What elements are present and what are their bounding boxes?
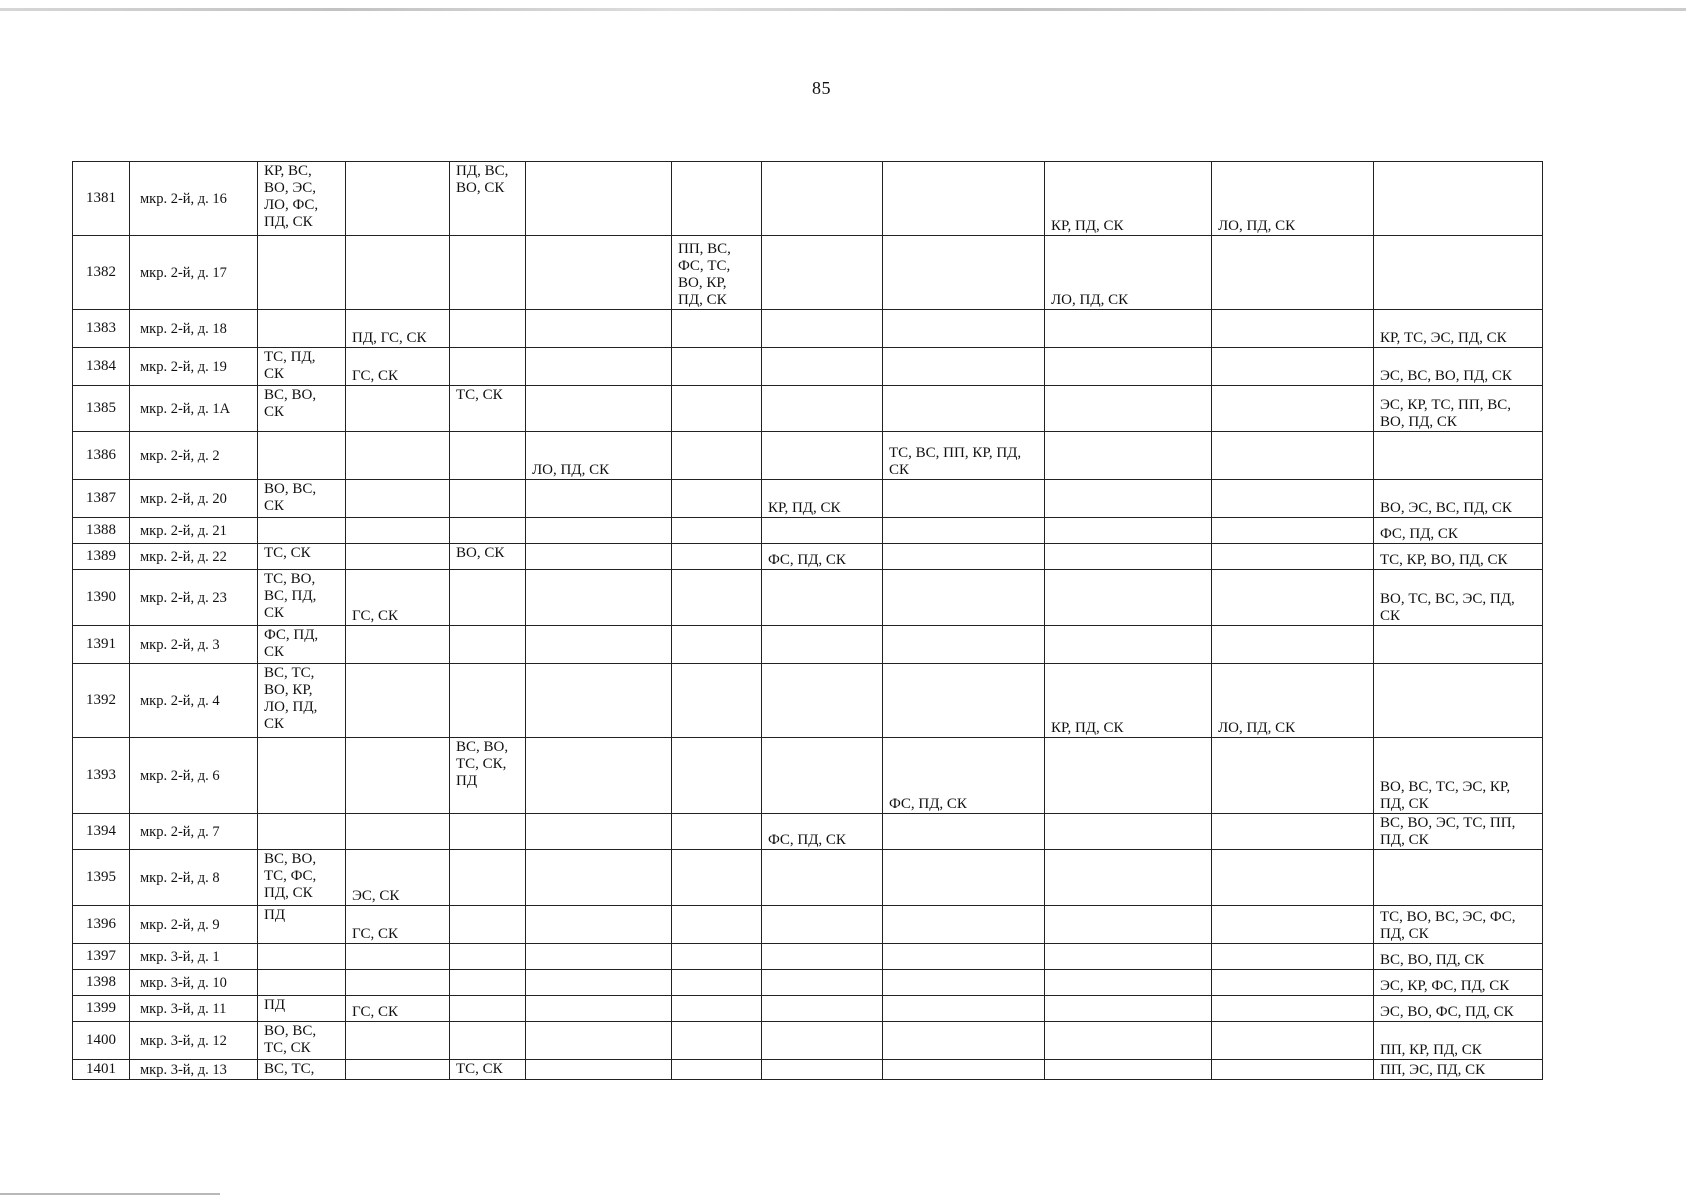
work-codes-cell: [526, 626, 672, 664]
work-codes-cell: [1212, 570, 1374, 626]
row-number: 1390: [73, 570, 130, 626]
register-table: [72, 161, 1543, 1080]
table-row: [73, 310, 1543, 348]
work-codes-cell: [883, 480, 1045, 518]
address-cell: мкр. 3-й, д. 11: [130, 996, 258, 1022]
row-number: 1399: [73, 996, 130, 1022]
work-codes-cell: [762, 162, 883, 236]
work-codes-cell: ПП, ЭС, ПД, СК: [1374, 1060, 1543, 1080]
work-codes-cell: [526, 944, 672, 970]
work-codes-cell: ВС, ТС, ВО, КР, ЛО, ПД, СК: [258, 664, 346, 738]
work-codes-cell: [450, 310, 526, 348]
work-codes-cell: [526, 1060, 672, 1080]
address-cell: мкр. 2-й, д. 6: [130, 738, 258, 814]
row-number: 1389: [73, 544, 130, 570]
table-row: [73, 480, 1543, 518]
work-codes-cell: [526, 970, 672, 996]
work-codes-cell: [526, 518, 672, 544]
work-codes-cell: [346, 162, 450, 236]
work-codes-cell: [1374, 626, 1543, 664]
work-codes-cell: [883, 1022, 1045, 1060]
table-row: [73, 162, 1543, 236]
work-codes-cell: [762, 518, 883, 544]
work-codes-cell: [1212, 236, 1374, 310]
work-codes-cell: [762, 738, 883, 814]
work-codes-cell: [883, 996, 1045, 1022]
address-cell: мкр. 2-й, д. 1А: [130, 386, 258, 432]
row-number: 1387: [73, 480, 130, 518]
work-codes-cell: [1212, 626, 1374, 664]
work-codes-cell: [526, 544, 672, 570]
work-codes-cell: [258, 738, 346, 814]
work-codes-cell: [762, 386, 883, 432]
work-codes-cell: [883, 570, 1045, 626]
work-codes-cell: [1045, 432, 1212, 480]
work-codes-cell: [762, 432, 883, 480]
work-codes-cell: ВО, ТС, ВС, ЭС, ПД, СК: [1374, 570, 1543, 626]
work-codes-cell: [1045, 544, 1212, 570]
work-codes-cell: [450, 626, 526, 664]
row-number: 1398: [73, 970, 130, 996]
work-codes-cell: [672, 850, 762, 906]
work-codes-cell: [762, 1022, 883, 1060]
work-codes-cell: [672, 432, 762, 480]
work-codes-cell: [526, 162, 672, 236]
work-codes-cell: [526, 906, 672, 944]
work-codes-cell: [346, 970, 450, 996]
work-codes-cell: [450, 996, 526, 1022]
work-codes-cell: [1045, 570, 1212, 626]
work-codes-cell: [346, 386, 450, 432]
work-codes-cell: КР, ПД, СК: [1045, 664, 1212, 738]
work-codes-cell: [883, 944, 1045, 970]
work-codes-cell: [526, 570, 672, 626]
scan-edge-bottom: [0, 1193, 220, 1195]
work-codes-cell: [1045, 480, 1212, 518]
work-codes-cell: [450, 236, 526, 310]
work-codes-cell: ПД: [258, 906, 346, 944]
row-number: 1393: [73, 738, 130, 814]
work-codes-cell: ВС, ТС,: [258, 1060, 346, 1080]
work-codes-cell: [672, 738, 762, 814]
address-cell: мкр. 2-й, д. 4: [130, 664, 258, 738]
work-codes-cell: [1045, 386, 1212, 432]
work-codes-cell: ПД: [258, 996, 346, 1022]
row-number: 1383: [73, 310, 130, 348]
work-codes-cell: [346, 432, 450, 480]
work-codes-cell: [526, 348, 672, 386]
work-codes-cell: [883, 162, 1045, 236]
work-codes-cell: ЛО, ПД, СК: [526, 432, 672, 480]
address-cell: мкр. 2-й, д. 8: [130, 850, 258, 906]
work-codes-cell: [1212, 1060, 1374, 1080]
work-codes-cell: [526, 1022, 672, 1060]
row-number: 1382: [73, 236, 130, 310]
page-number: 85: [812, 78, 831, 98]
work-codes-cell: [258, 310, 346, 348]
work-codes-cell: [672, 626, 762, 664]
work-codes-cell: [883, 544, 1045, 570]
table-row: [73, 518, 1543, 544]
work-codes-cell: [526, 386, 672, 432]
work-codes-cell: [258, 814, 346, 850]
work-codes-cell: [672, 814, 762, 850]
table-row: [73, 996, 1543, 1022]
row-number: 1400: [73, 1022, 130, 1060]
work-codes-cell: [1374, 432, 1543, 480]
work-codes-cell: [346, 738, 450, 814]
table-row: [73, 432, 1543, 480]
work-codes-cell: ТС, ВС, ПП, КР, ПД, СК: [883, 432, 1045, 480]
work-codes-cell: [762, 348, 883, 386]
work-codes-cell: [526, 850, 672, 906]
table-row: [73, 544, 1543, 570]
address-cell: мкр. 2-й, д. 17: [130, 236, 258, 310]
work-codes-cell: [526, 814, 672, 850]
table-row: [73, 1060, 1543, 1080]
work-codes-cell: ПП, ВС, ФС, ТС, ВО, КР, ПД, СК: [672, 236, 762, 310]
work-codes-cell: [450, 348, 526, 386]
work-codes-cell: [672, 1022, 762, 1060]
work-codes-cell: [883, 236, 1045, 310]
work-codes-cell: [672, 944, 762, 970]
work-codes-cell: ЛО, ПД, СК: [1212, 162, 1374, 236]
work-codes-cell: [883, 310, 1045, 348]
row-number: 1381: [73, 162, 130, 236]
work-codes-cell: КР, ТС, ЭС, ПД, СК: [1374, 310, 1543, 348]
table-row: [73, 664, 1543, 738]
address-cell: мкр. 2-й, д. 23: [130, 570, 258, 626]
address-cell: мкр. 2-й, д. 20: [130, 480, 258, 518]
work-codes-cell: [526, 236, 672, 310]
work-codes-cell: [1212, 850, 1374, 906]
address-cell: мкр. 3-й, д. 10: [130, 970, 258, 996]
work-codes-cell: ФС, ПД, СК: [258, 626, 346, 664]
work-codes-cell: [346, 664, 450, 738]
work-codes-cell: [450, 944, 526, 970]
work-codes-cell: [450, 570, 526, 626]
work-codes-cell: [672, 162, 762, 236]
work-codes-cell: [1212, 944, 1374, 970]
work-codes-cell: [762, 944, 883, 970]
work-codes-cell: [762, 626, 883, 664]
work-codes-cell: [1212, 310, 1374, 348]
row-number: 1385: [73, 386, 130, 432]
work-codes-cell: [1374, 236, 1543, 310]
work-codes-cell: ВС, ВО, СК: [258, 386, 346, 432]
work-codes-cell: [672, 906, 762, 944]
work-codes-cell: [1045, 310, 1212, 348]
work-codes-cell: [1374, 162, 1543, 236]
work-codes-cell: КР, ПД, СК: [1045, 162, 1212, 236]
work-codes-cell: [258, 518, 346, 544]
work-codes-cell: [883, 814, 1045, 850]
address-cell: мкр. 3-й, д. 13: [130, 1060, 258, 1080]
row-number: 1391: [73, 626, 130, 664]
work-codes-cell: [450, 814, 526, 850]
work-codes-cell: ФС, ПД, СК: [1374, 518, 1543, 544]
work-codes-cell: ЛО, ПД, СК: [1045, 236, 1212, 310]
work-codes-cell: [1045, 348, 1212, 386]
table-row: [73, 570, 1543, 626]
address-cell: мкр. 3-й, д. 1: [130, 944, 258, 970]
work-codes-cell: [1045, 814, 1212, 850]
work-codes-cell: [762, 970, 883, 996]
work-codes-cell: КР, ПД, СК: [762, 480, 883, 518]
work-codes-cell: [346, 1022, 450, 1060]
work-codes-cell: [883, 970, 1045, 996]
work-codes-cell: [883, 626, 1045, 664]
row-number: 1395: [73, 850, 130, 906]
work-codes-cell: [762, 310, 883, 348]
work-codes-cell: [883, 1060, 1045, 1080]
work-codes-cell: [1045, 1060, 1212, 1080]
work-codes-cell: [1212, 814, 1374, 850]
work-codes-cell: ГС, СК: [346, 570, 450, 626]
work-codes-cell: [526, 996, 672, 1022]
row-number: 1397: [73, 944, 130, 970]
work-codes-cell: [450, 480, 526, 518]
work-codes-cell: [672, 570, 762, 626]
work-codes-cell: [1374, 664, 1543, 738]
work-codes-cell: [762, 850, 883, 906]
work-codes-cell: ТС, СК: [450, 386, 526, 432]
work-codes-cell: [346, 814, 450, 850]
work-codes-cell: ВО, ВС, ТС, ЭС, КР, ПД, СК: [1374, 738, 1543, 814]
work-codes-cell: ТС, ПД, СК: [258, 348, 346, 386]
work-codes-cell: [1045, 970, 1212, 996]
work-codes-cell: ГС, СК: [346, 348, 450, 386]
work-codes-cell: [1212, 348, 1374, 386]
work-codes-cell: ФС, ПД, СК: [762, 544, 883, 570]
work-codes-cell: ЭС, КР, ФС, ПД, СК: [1374, 970, 1543, 996]
work-codes-cell: ГС, СК: [346, 906, 450, 944]
work-codes-cell: [450, 1022, 526, 1060]
work-codes-cell: [1045, 906, 1212, 944]
work-codes-cell: [346, 626, 450, 664]
table-body: [73, 162, 1543, 1080]
work-codes-cell: [672, 348, 762, 386]
work-codes-cell: [1045, 626, 1212, 664]
work-codes-cell: [1212, 996, 1374, 1022]
work-codes-cell: [1212, 518, 1374, 544]
table-row: [73, 906, 1543, 944]
work-codes-cell: ВО, ВС, СК: [258, 480, 346, 518]
work-codes-cell: ВС, ВО, ЭС, ТС, ПП, ПД, СК: [1374, 814, 1543, 850]
work-codes-cell: [450, 518, 526, 544]
address-cell: мкр. 2-й, д. 22: [130, 544, 258, 570]
work-codes-cell: ПД, ГС, СК: [346, 310, 450, 348]
work-codes-cell: [450, 850, 526, 906]
table-row: [73, 1022, 1543, 1060]
work-codes-cell: [346, 544, 450, 570]
work-codes-cell: [672, 664, 762, 738]
work-codes-cell: [1045, 1022, 1212, 1060]
work-codes-cell: [1045, 518, 1212, 544]
work-codes-cell: ТС, ВО, ВС, ЭС, ФС, ПД, СК: [1374, 906, 1543, 944]
work-codes-cell: ВС, ВО, ТС, СК, ПД: [450, 738, 526, 814]
work-codes-cell: ВО, СК: [450, 544, 526, 570]
work-codes-cell: [883, 348, 1045, 386]
work-codes-cell: [1045, 850, 1212, 906]
address-cell: мкр. 2-й, д. 18: [130, 310, 258, 348]
address-cell: мкр. 3-й, д. 12: [130, 1022, 258, 1060]
table-row: [73, 348, 1543, 386]
work-codes-cell: [346, 1060, 450, 1080]
work-codes-cell: [762, 1060, 883, 1080]
work-codes-cell: [883, 906, 1045, 944]
work-codes-cell: ФС, ПД, СК: [762, 814, 883, 850]
work-codes-cell: [450, 664, 526, 738]
work-codes-cell: [762, 906, 883, 944]
work-codes-cell: [346, 518, 450, 544]
work-codes-cell: [450, 906, 526, 944]
work-codes-cell: ВО, ВС, ТС, СК: [258, 1022, 346, 1060]
work-codes-cell: ЛО, ПД, СК: [1212, 664, 1374, 738]
work-codes-cell: ВС, ВО, ТС, ФС, ПД, СК: [258, 850, 346, 906]
work-codes-cell: [1212, 1022, 1374, 1060]
scan-edge-top: [0, 8, 1686, 11]
work-codes-cell: ЭС, ВС, ВО, ПД, СК: [1374, 348, 1543, 386]
row-number: 1401: [73, 1060, 130, 1080]
work-codes-cell: [1212, 480, 1374, 518]
work-codes-cell: [1045, 738, 1212, 814]
table-row: [73, 738, 1543, 814]
address-cell: мкр. 2-й, д. 9: [130, 906, 258, 944]
work-codes-cell: [1374, 850, 1543, 906]
table-row: [73, 386, 1543, 432]
table-row: [73, 850, 1543, 906]
work-codes-cell: [672, 970, 762, 996]
work-codes-cell: [672, 518, 762, 544]
work-codes-cell: [672, 996, 762, 1022]
work-codes-cell: [346, 480, 450, 518]
work-codes-cell: ПД, ВС, ВО, СК: [450, 162, 526, 236]
work-codes-cell: ВС, ВО, ПД, СК: [1374, 944, 1543, 970]
work-codes-cell: КР, ВС, ВО, ЭС, ЛО, ФС, ПД, СК: [258, 162, 346, 236]
work-codes-cell: [883, 386, 1045, 432]
work-codes-cell: ТС, КР, ВО, ПД, СК: [1374, 544, 1543, 570]
row-number: 1396: [73, 906, 130, 944]
address-cell: мкр. 2-й, д. 7: [130, 814, 258, 850]
work-codes-cell: [526, 664, 672, 738]
work-codes-cell: [762, 664, 883, 738]
row-number: 1388: [73, 518, 130, 544]
work-codes-cell: [762, 996, 883, 1022]
table-row: [73, 626, 1543, 664]
work-codes-cell: [258, 970, 346, 996]
work-codes-cell: [762, 570, 883, 626]
work-codes-cell: [526, 310, 672, 348]
work-codes-cell: [258, 944, 346, 970]
work-codes-cell: ТС, СК: [258, 544, 346, 570]
work-codes-cell: ПП, КР, ПД, СК: [1374, 1022, 1543, 1060]
row-number: 1386: [73, 432, 130, 480]
address-cell: мкр. 2-й, д. 16: [130, 162, 258, 236]
work-codes-cell: ЭС, СК: [346, 850, 450, 906]
work-codes-cell: [526, 480, 672, 518]
work-codes-cell: [1212, 738, 1374, 814]
address-cell: мкр. 2-й, д. 21: [130, 518, 258, 544]
work-codes-cell: [346, 236, 450, 310]
work-codes-cell: [1045, 944, 1212, 970]
work-codes-cell: ТС, ВО, ВС, ПД, СК: [258, 570, 346, 626]
address-cell: мкр. 2-й, д. 3: [130, 626, 258, 664]
table-row: [73, 236, 1543, 310]
work-codes-cell: [672, 480, 762, 518]
work-codes-cell: [883, 664, 1045, 738]
work-codes-cell: [1212, 544, 1374, 570]
work-codes-cell: ФС, ПД, СК: [883, 738, 1045, 814]
work-codes-cell: [1212, 432, 1374, 480]
work-codes-cell: [1212, 386, 1374, 432]
address-cell: мкр. 2-й, д. 19: [130, 348, 258, 386]
work-codes-cell: [672, 544, 762, 570]
work-codes-cell: [672, 310, 762, 348]
work-codes-cell: ГС, СК: [346, 996, 450, 1022]
row-number: 1394: [73, 814, 130, 850]
work-codes-cell: [672, 386, 762, 432]
work-codes-cell: [1212, 906, 1374, 944]
work-codes-cell: [1045, 996, 1212, 1022]
work-codes-cell: ВО, ЭС, ВС, ПД, СК: [1374, 480, 1543, 518]
work-codes-cell: [450, 432, 526, 480]
work-codes-cell: [1212, 970, 1374, 996]
table-row: [73, 970, 1543, 996]
work-codes-cell: [258, 432, 346, 480]
work-codes-cell: ЭС, КР, ТС, ПП, ВС, ВО, ПД, СК: [1374, 386, 1543, 432]
work-codes-cell: [258, 236, 346, 310]
work-codes-cell: [346, 944, 450, 970]
work-codes-cell: [762, 236, 883, 310]
work-codes-cell: [672, 1060, 762, 1080]
work-codes-cell: [883, 518, 1045, 544]
work-codes-cell: [883, 850, 1045, 906]
work-codes-cell: ЭС, ВО, ФС, ПД, СК: [1374, 996, 1543, 1022]
row-number: 1384: [73, 348, 130, 386]
work-codes-cell: [450, 970, 526, 996]
work-codes-cell: ТС, СК: [450, 1060, 526, 1080]
work-codes-cell: [526, 738, 672, 814]
table-row: [73, 814, 1543, 850]
row-number: 1392: [73, 664, 130, 738]
table-row: [73, 944, 1543, 970]
address-cell: мкр. 2-й, д. 2: [130, 432, 258, 480]
